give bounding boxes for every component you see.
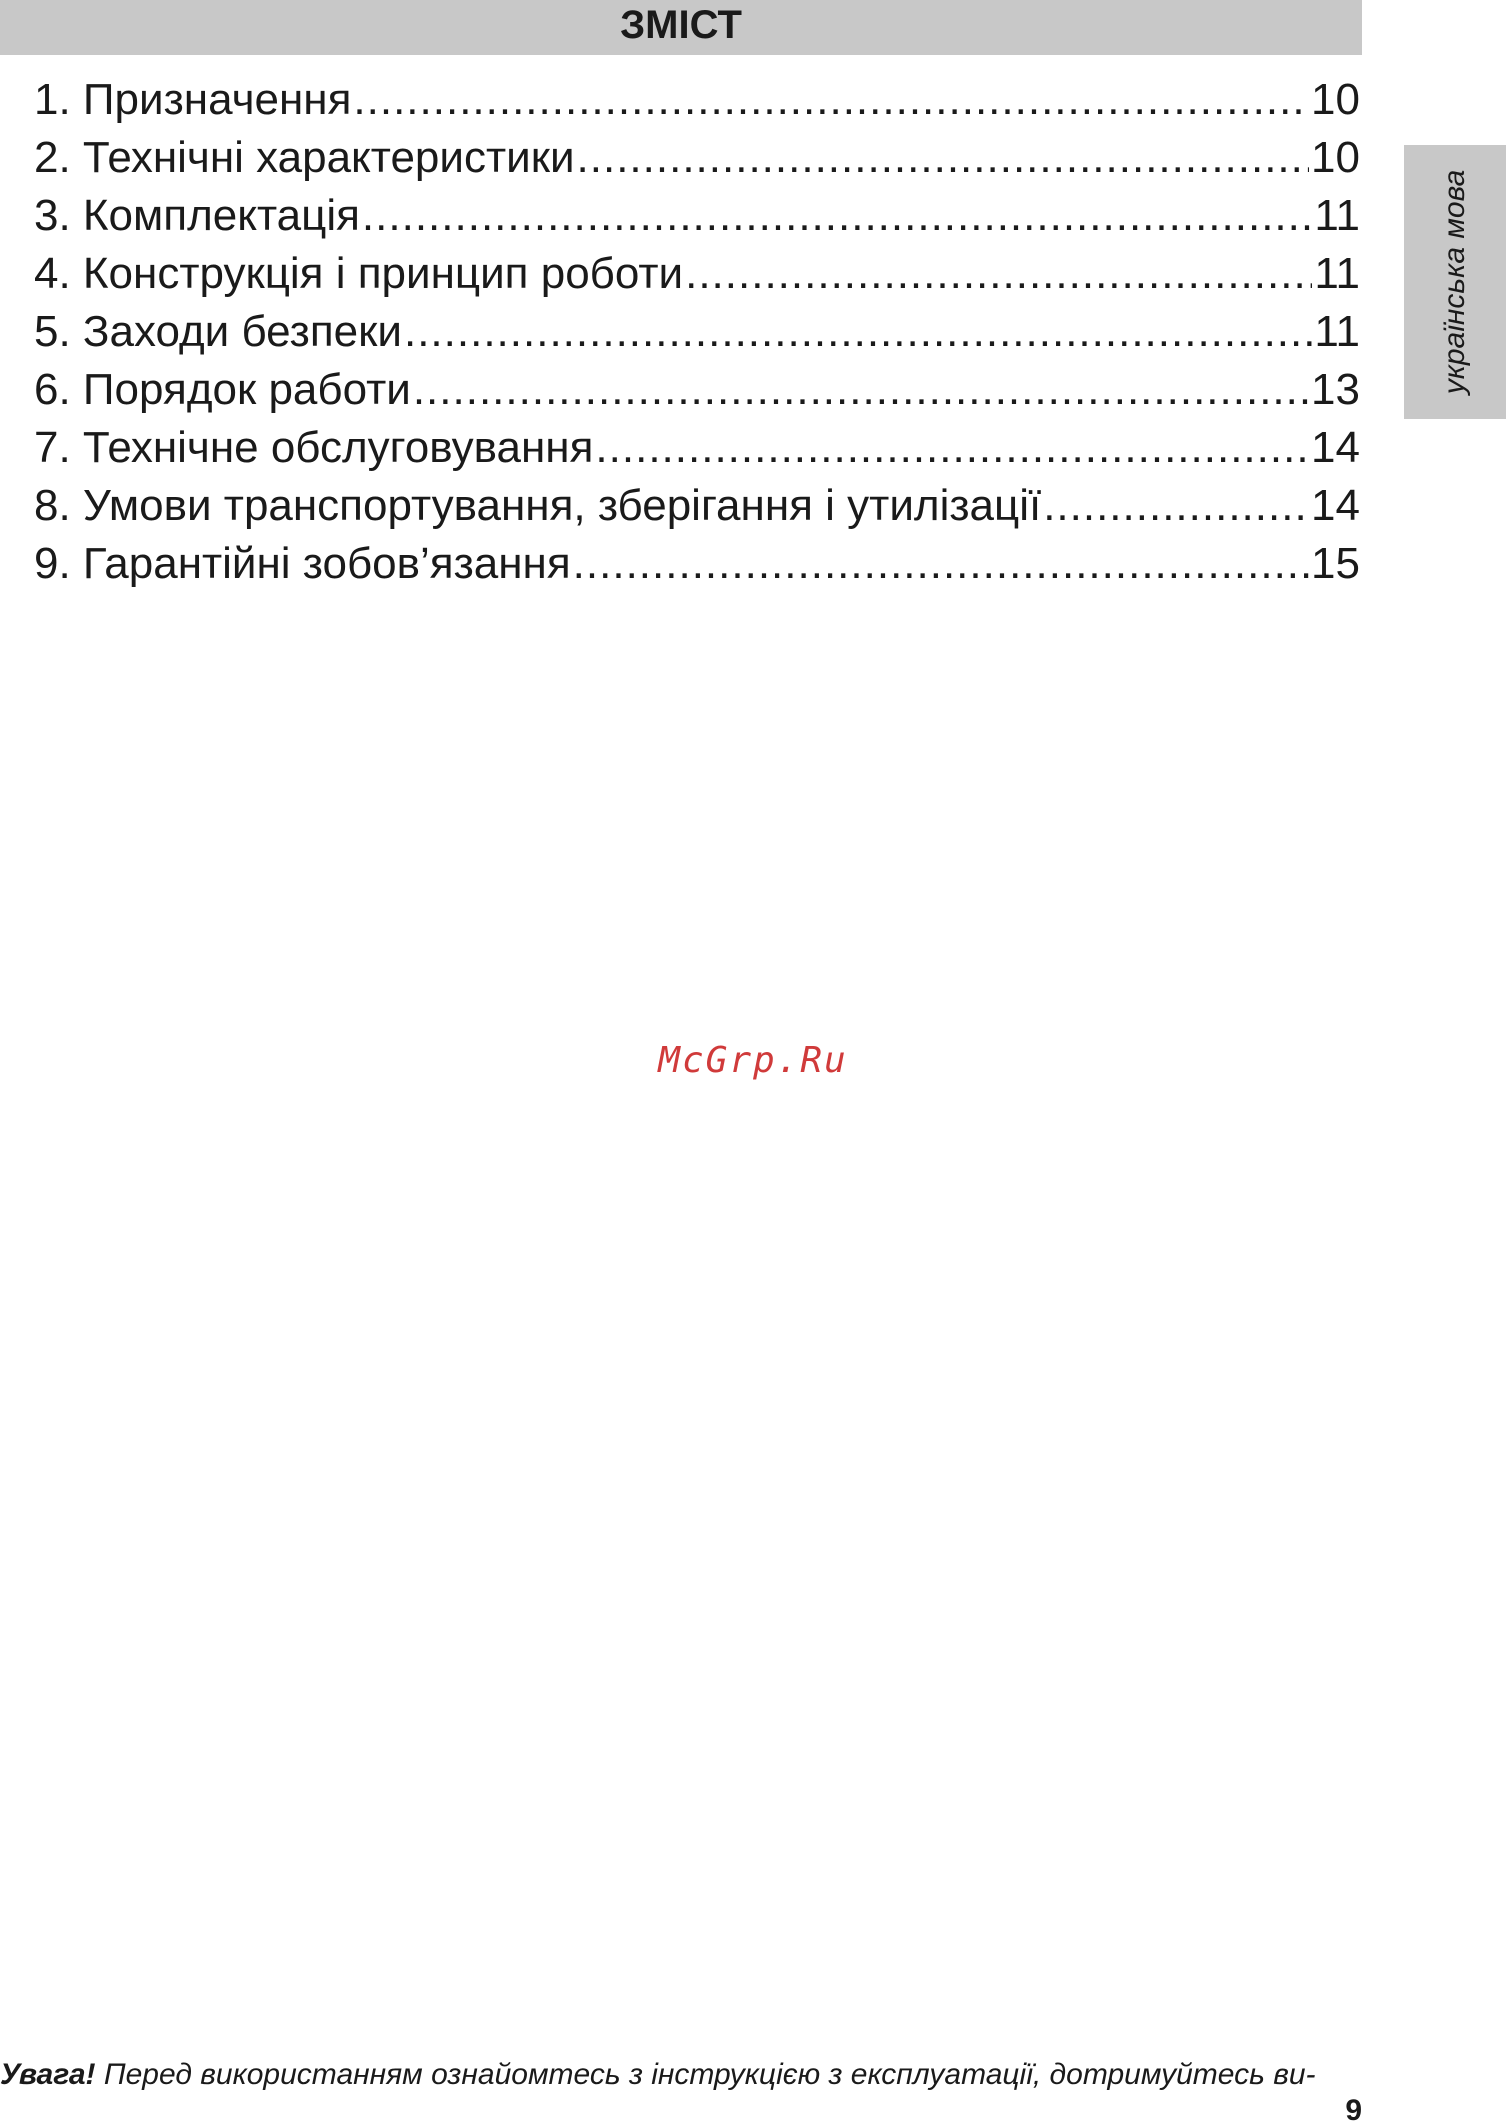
toc-leader — [353, 71, 1309, 129]
toc-item-label: 8. Умови транспортування, зберігання і утилізації — [34, 481, 1042, 530]
toc-item[interactable] — [34, 303, 1360, 361]
toc-item-page: 11 — [1314, 191, 1360, 240]
language-tab-label: українська мова — [1438, 169, 1471, 395]
table-of-contents — [34, 71, 1360, 593]
toc-item-page: 11 — [1314, 307, 1360, 356]
page-number: 9 — [1345, 2094, 1362, 2127]
toc-item-label: 7. Технічне обслуговування — [34, 423, 594, 472]
toc-item-page: 14 — [1311, 423, 1360, 472]
toc-item-label: 4. Конструкція і принцип роботи — [34, 249, 684, 298]
toc-leader — [404, 303, 1312, 361]
toc-item[interactable] — [34, 419, 1360, 477]
toc-item-label: 9. Гарантійні зобов’язання — [34, 539, 571, 588]
toc-item[interactable] — [34, 477, 1360, 535]
toc-item-page: 14 — [1311, 481, 1360, 530]
toc-item[interactable] — [34, 245, 1360, 303]
watermark: McGrp.Ru — [658, 1040, 848, 1081]
toc-item[interactable] — [34, 71, 1360, 129]
warning-label: Увага! — [0, 2058, 96, 2091]
toc-item[interactable] — [34, 187, 1360, 245]
toc-item[interactable] — [34, 361, 1360, 419]
warning-text: Перед використанням ознайомтесь з інструкцією з експлуатації, дотримуйтесь ви- — [95, 2058, 1316, 2091]
toc-item-page: 13 — [1311, 365, 1360, 414]
toc-item-label: 2. Технічні характеристики — [34, 133, 575, 182]
toc-item[interactable] — [34, 129, 1360, 187]
toc-item-page: 15 — [1311, 539, 1360, 588]
toc-leader — [413, 361, 1309, 419]
toc-item[interactable] — [34, 535, 1360, 593]
toc-leader — [577, 129, 1310, 187]
page-title: ЗМІСТ — [620, 3, 742, 47]
toc-leader — [685, 245, 1312, 303]
toc-item-page: 10 — [1311, 75, 1360, 124]
toc-leader — [573, 535, 1309, 593]
toc-item-label: 6. Порядок работи — [34, 365, 411, 414]
toc-leader — [595, 419, 1309, 477]
toc-item-label: 5. Заходи безпеки — [34, 307, 402, 356]
toc-leader — [362, 187, 1312, 245]
warning-notice — [0, 2058, 1362, 2092]
toc-item-page: 10 — [1311, 133, 1360, 182]
toc-item-label: 1. Призначення — [34, 75, 352, 124]
toc-leader — [1043, 477, 1309, 535]
toc-item-page: 11 — [1314, 249, 1360, 298]
language-tab — [1404, 145, 1506, 419]
toc-item-label: 3. Комплектація — [34, 191, 360, 240]
